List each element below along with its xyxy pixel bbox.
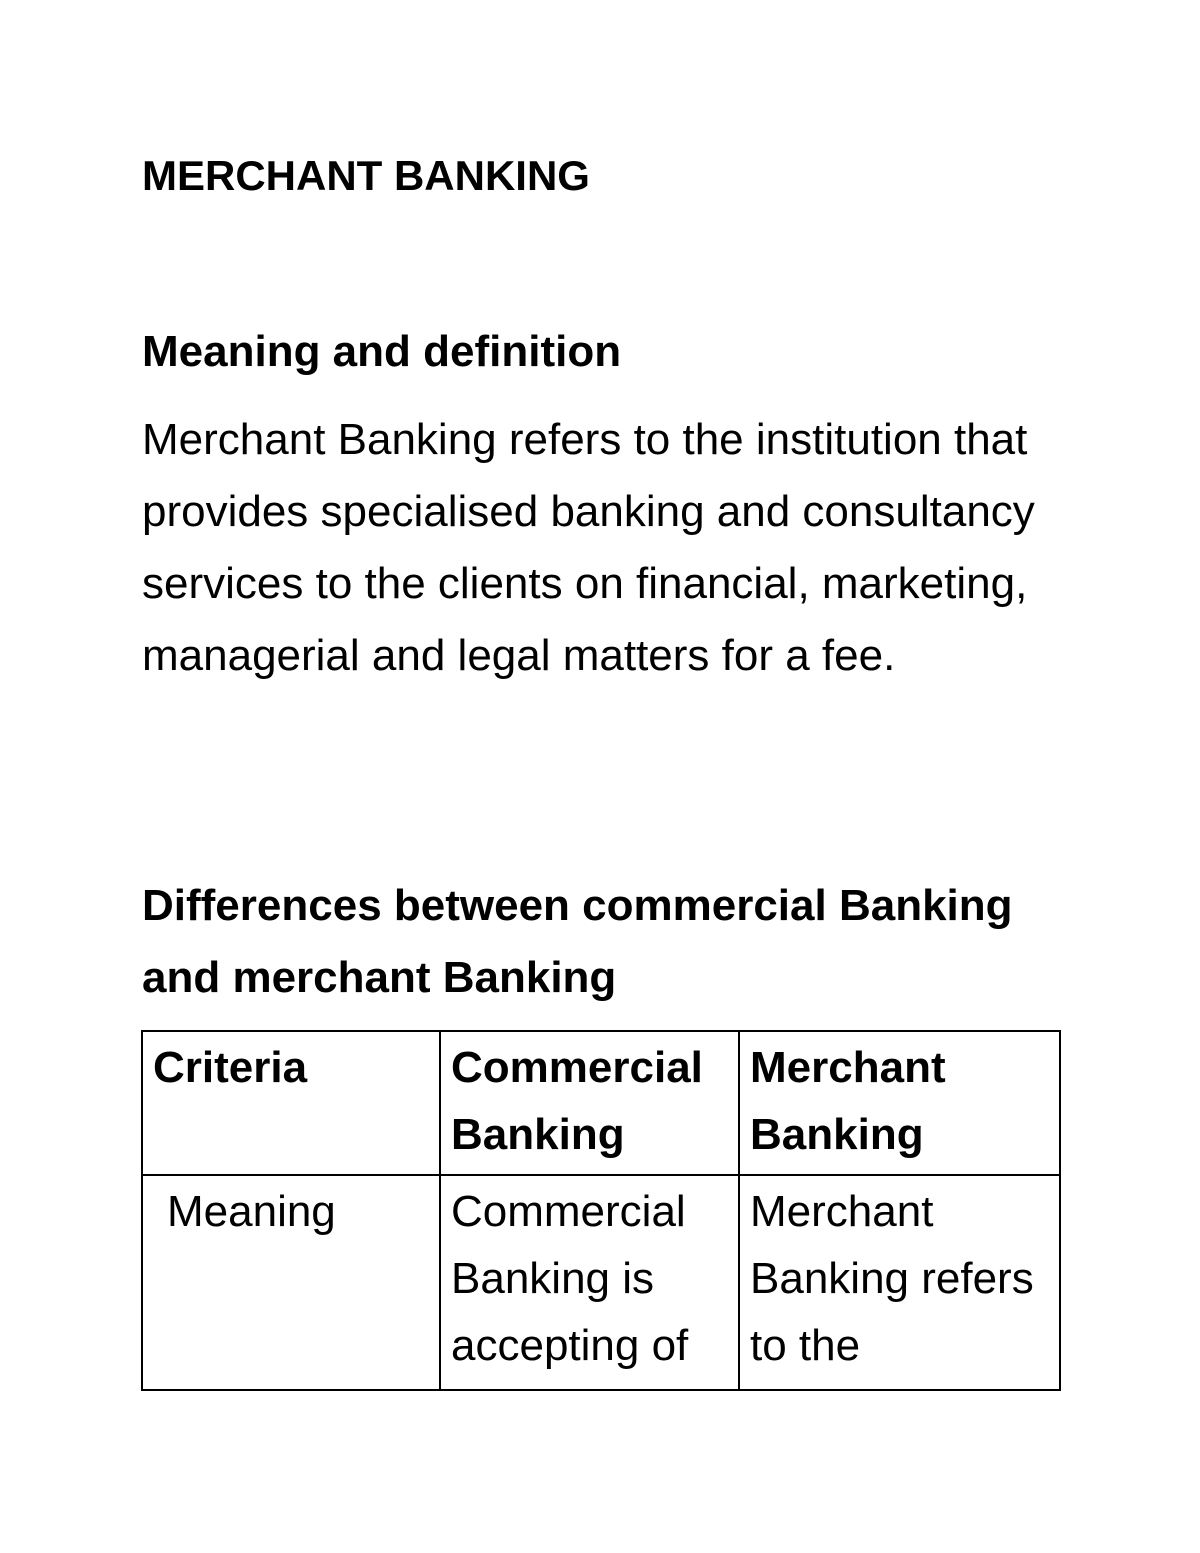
table-cell-commercial: Commercial Banking is accepting of xyxy=(440,1175,739,1390)
meaning-paragraph: Merchant Banking refers to the institution that provides specialised banking and consultancy services to the clients on financial, marketing, managerial and legal matters for a fee. xyxy=(142,415,1035,680)
table-row xyxy=(142,1175,1060,1390)
section-heading-differences: Differences between commercial Banking and merchant Banking xyxy=(142,881,1013,1002)
table-header-criteria: Criteria xyxy=(142,1031,440,1175)
document-title: MERCHANT BANKING xyxy=(142,152,590,199)
differences-table xyxy=(141,1030,1061,1391)
table-header-row xyxy=(142,1031,1060,1175)
table-header-merchant-banking: Merchant Banking xyxy=(739,1031,1060,1175)
table-cell-merchant: Merchant Banking refers to the xyxy=(739,1175,1060,1390)
table-header-commercial-banking: Commercial Banking xyxy=(440,1031,739,1175)
section-heading-meaning: Meaning and definition xyxy=(142,327,622,376)
table-cell-criteria: Meaning xyxy=(142,1175,440,1390)
